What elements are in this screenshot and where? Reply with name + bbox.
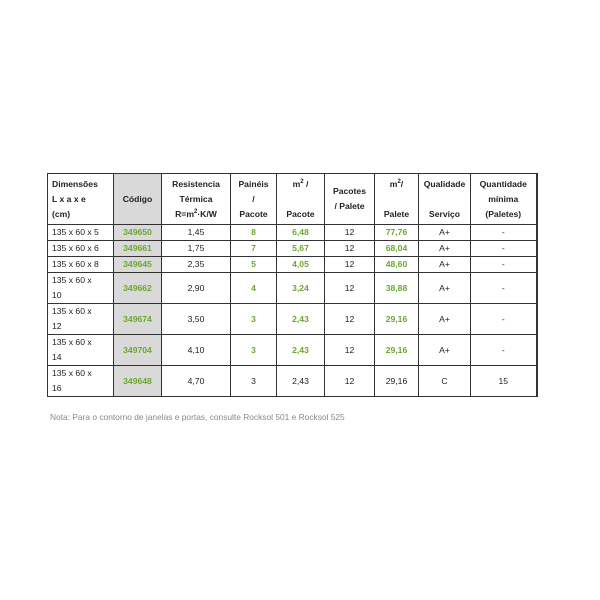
- table-row: [48, 273, 537, 304]
- cell-resistencia: 1,45: [162, 225, 231, 241]
- cell-dimensoes: 135 x 60 x 6: [48, 241, 114, 257]
- cell-qualidade: A+: [419, 241, 471, 257]
- cell-paineis: 7: [231, 241, 277, 257]
- cell-resistencia: 2,90: [162, 273, 231, 304]
- header-rt-line1: Resistencia: [172, 178, 220, 189]
- header-m2-pacote-line2: Pacote: [286, 208, 315, 219]
- cell-codigo: 349648: [114, 366, 162, 397]
- table-row: [48, 304, 537, 335]
- header-quantidade: [471, 174, 537, 225]
- header-quantidade-line2: mínima: [488, 193, 519, 204]
- cell-codigo: 349674: [114, 304, 162, 335]
- cell-quantidade: -: [471, 335, 537, 366]
- cell-m2-pacote: 5,67: [277, 241, 325, 257]
- cell-codigo: 349704: [114, 335, 162, 366]
- header-rt-unit-sup: 2: [193, 208, 198, 215]
- header-dim-line1: Dimensões: [52, 178, 98, 189]
- cell-m2-pacote: 3,24: [277, 273, 325, 304]
- table-row: [48, 225, 537, 241]
- cell-quantidade: -: [471, 257, 537, 273]
- header-rt-unit-b: ·K/W: [197, 208, 217, 219]
- cell-m2-palete: 29,16: [375, 366, 419, 397]
- header-qualidade-line2: Serviço: [428, 208, 461, 219]
- cell-m2-palete: 48,60: [375, 257, 419, 273]
- cell-resistencia: 3,50: [162, 304, 231, 335]
- cell-qualidade: A+: [419, 257, 471, 273]
- header-m2-palete-post: /: [400, 178, 404, 189]
- header-paineis-line2: /: [252, 193, 255, 204]
- cell-m2-pacote: 2,43: [277, 304, 325, 335]
- cell-dimensoes: [48, 335, 114, 366]
- cell-m2-pacote: 4,05: [277, 257, 325, 273]
- cell-dim-line1: 135 x 60 x: [52, 337, 92, 347]
- cell-qualidade: A+: [419, 273, 471, 304]
- cell-m2-pacote: 2,43: [277, 335, 325, 366]
- cell-paineis: 3: [231, 304, 277, 335]
- cell-quantidade: 15: [471, 366, 537, 397]
- cell-resistencia: 1,75: [162, 241, 231, 257]
- header-paineis-line3: Pacote: [239, 208, 268, 219]
- header-m2-pacote: [277, 174, 325, 225]
- cell-quantidade: -: [471, 225, 537, 241]
- cell-qualidade: A+: [419, 225, 471, 241]
- cell-pacotes: 12: [325, 273, 375, 304]
- cell-dim-line1: 135 x 60 x: [52, 306, 92, 316]
- header-m2-pacote-post: /: [303, 178, 309, 189]
- cell-paineis: 5: [231, 257, 277, 273]
- cell-dimensoes: [48, 366, 114, 397]
- header-pacotes-line2: / Palete: [334, 201, 365, 211]
- header-quantidade-line3: (Paletes): [485, 208, 522, 219]
- header-quantidade-line1: Quantidade: [479, 178, 527, 189]
- cell-codigo: 349662: [114, 273, 162, 304]
- cell-dim-line2: 14: [52, 352, 62, 362]
- cell-m2-palete: 29,16: [375, 304, 419, 335]
- cell-dim-line2: 10: [52, 290, 62, 300]
- header-dimensoes: [48, 174, 114, 225]
- cell-codigo: 349650: [114, 225, 162, 241]
- product-spec-table: [47, 173, 538, 397]
- cell-pacotes: 12: [325, 241, 375, 257]
- cell-codigo: 349661: [114, 241, 162, 257]
- cell-m2-palete: 38,88: [375, 273, 419, 304]
- header-resistencia: [162, 174, 231, 225]
- cell-m2-pacote: 2,43: [277, 366, 325, 397]
- cell-codigo: 349645: [114, 257, 162, 273]
- cell-pacotes: 12: [325, 366, 375, 397]
- cell-resistencia: 4,70: [162, 366, 231, 397]
- cell-pacotes: 12: [325, 257, 375, 273]
- header-m2-palete: [375, 174, 419, 225]
- cell-pacotes: 12: [325, 304, 375, 335]
- cell-dim-line1: 135 x 60 x: [52, 368, 92, 378]
- header-row: [48, 174, 537, 225]
- header-paineis-line1: Painéis: [238, 178, 269, 189]
- table-row: [48, 366, 537, 397]
- product-table-wrapper: [47, 173, 538, 397]
- header-qualidade-line1: Qualidade: [423, 178, 466, 189]
- footnote: Nota: Para o contorno de janelas e portas, consulte Rocksol 501 e Rocksol 525: [50, 412, 345, 422]
- cell-pacotes: 12: [325, 225, 375, 241]
- cell-dim-line2: 16: [52, 383, 62, 393]
- header-m2-palete-pre: m: [389, 178, 398, 189]
- cell-paineis: 8: [231, 225, 277, 241]
- header-m2-palete-sup: 2: [397, 178, 401, 185]
- cell-m2-palete: 29,16: [375, 335, 419, 366]
- header-codigo: [114, 174, 162, 225]
- cell-paineis: 3: [231, 366, 277, 397]
- header-paineis: [231, 174, 277, 225]
- header-qualidade: [419, 174, 471, 225]
- cell-dimensoes: 135 x 60 x 5: [48, 225, 114, 241]
- header-pacotes-line1: Pacotes: [333, 186, 366, 196]
- table-row: [48, 257, 537, 273]
- cell-dimensoes: 135 x 60 x 8: [48, 257, 114, 273]
- cell-qualidade: A+: [419, 335, 471, 366]
- header-m2-palete-line2: Palete: [383, 208, 410, 219]
- table-row: [48, 335, 537, 366]
- table-row: [48, 241, 537, 257]
- cell-quantidade: -: [471, 273, 537, 304]
- cell-m2-palete: 77,76: [375, 225, 419, 241]
- cell-resistencia: 4,10: [162, 335, 231, 366]
- cell-pacotes: 12: [325, 335, 375, 366]
- header-m2-pacote-pre: m: [292, 178, 301, 189]
- cell-dimensoes: [48, 304, 114, 335]
- cell-quantidade: -: [471, 241, 537, 257]
- header-dim-line2: L x a x e: [52, 193, 86, 204]
- cell-qualidade: A+: [419, 304, 471, 335]
- cell-dimensoes: [48, 273, 114, 304]
- cell-m2-pacote: 6,48: [277, 225, 325, 241]
- cell-dim-line2: 12: [52, 321, 62, 331]
- header-pacotes: [325, 174, 375, 225]
- header-m2-pacote-sup: 2: [300, 178, 304, 185]
- cell-paineis: 4: [231, 273, 277, 304]
- cell-m2-palete: 68,04: [375, 241, 419, 257]
- cell-quantidade: -: [471, 304, 537, 335]
- header-dim-line3: (cm): [52, 208, 71, 219]
- header-rt-unit-a: R=m: [175, 208, 194, 219]
- cell-paineis: 3: [231, 335, 277, 366]
- cell-resistencia: 2,35: [162, 257, 231, 273]
- cell-dim-line1: 135 x 60 x: [52, 275, 92, 285]
- cell-qualidade: C: [419, 366, 471, 397]
- header-codigo-label: Código: [122, 193, 153, 204]
- header-rt-line2: Térmica: [179, 193, 213, 204]
